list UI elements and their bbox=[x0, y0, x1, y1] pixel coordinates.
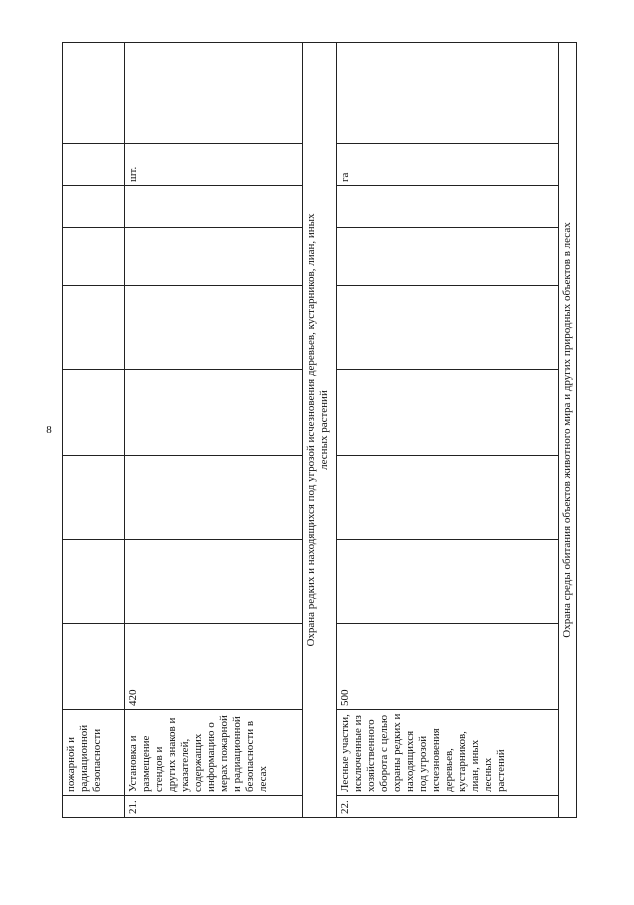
section-heading bbox=[303, 43, 337, 818]
unit-cell bbox=[63, 144, 125, 186]
row-number-cell: 21. bbox=[125, 796, 303, 818]
empty-cell bbox=[125, 186, 303, 228]
empty-cell bbox=[63, 186, 125, 228]
empty-cell bbox=[63, 43, 125, 144]
section-heading-line: Охрана редких и находящихся под угрозой исчезновения деревьев, кустарников, лиан, иных bbox=[305, 213, 317, 647]
empty-cell bbox=[125, 228, 303, 286]
empty-cell bbox=[337, 286, 559, 370]
empty-cell bbox=[63, 456, 125, 540]
code-cell: 420 bbox=[125, 624, 303, 710]
section-heading-line: Охрана среды обитания объектов животного мира и других природных объектов в лесах bbox=[561, 222, 573, 638]
section-heading-row bbox=[559, 43, 577, 818]
code-cell bbox=[63, 624, 125, 710]
table-row bbox=[63, 43, 125, 818]
measure-name-cell: Установка и размещение стендов и других знаков и указателей, содержащих информацию о мерах пожарной и радиационной безопасности в лесах bbox=[125, 710, 303, 796]
rotated-table bbox=[62, 43, 574, 818]
empty-cell bbox=[125, 370, 303, 456]
empty-cell bbox=[125, 456, 303, 540]
unit-cell: га bbox=[337, 144, 559, 186]
empty-cell bbox=[337, 228, 559, 286]
empty-cell bbox=[63, 286, 125, 370]
row-number-cell bbox=[63, 796, 125, 818]
measure-name-cell: пожарной и радиационной безопасности bbox=[63, 710, 125, 796]
empty-cell bbox=[337, 370, 559, 456]
empty-cell bbox=[337, 186, 559, 228]
empty-cell bbox=[337, 43, 559, 144]
measure-name-cell: Лесные участки, исключенные из хозяйственного оборота с целью охраны редких и находящихся под угрозой исчезновения деревьев, кустарников, лиан, иных лесных растений bbox=[337, 710, 559, 796]
empty-cell bbox=[63, 370, 125, 456]
rotated-table-container bbox=[62, 43, 574, 818]
empty-cell bbox=[125, 286, 303, 370]
section-heading-row bbox=[303, 43, 337, 818]
code-cell: 500 bbox=[337, 624, 559, 710]
row-number-cell: 22. bbox=[337, 796, 559, 818]
section-heading-line: лесных растений bbox=[318, 390, 330, 470]
table-row bbox=[125, 43, 303, 818]
empty-cell bbox=[63, 228, 125, 286]
page-number: 8 bbox=[46, 424, 52, 436]
table-row bbox=[337, 43, 559, 818]
measures-table bbox=[62, 42, 577, 818]
empty-cell bbox=[337, 456, 559, 540]
empty-cell bbox=[63, 540, 125, 624]
section-heading bbox=[559, 43, 577, 818]
empty-cell bbox=[125, 540, 303, 624]
unit-cell: шт. bbox=[125, 144, 303, 186]
empty-cell bbox=[337, 540, 559, 624]
empty-cell bbox=[125, 43, 303, 144]
